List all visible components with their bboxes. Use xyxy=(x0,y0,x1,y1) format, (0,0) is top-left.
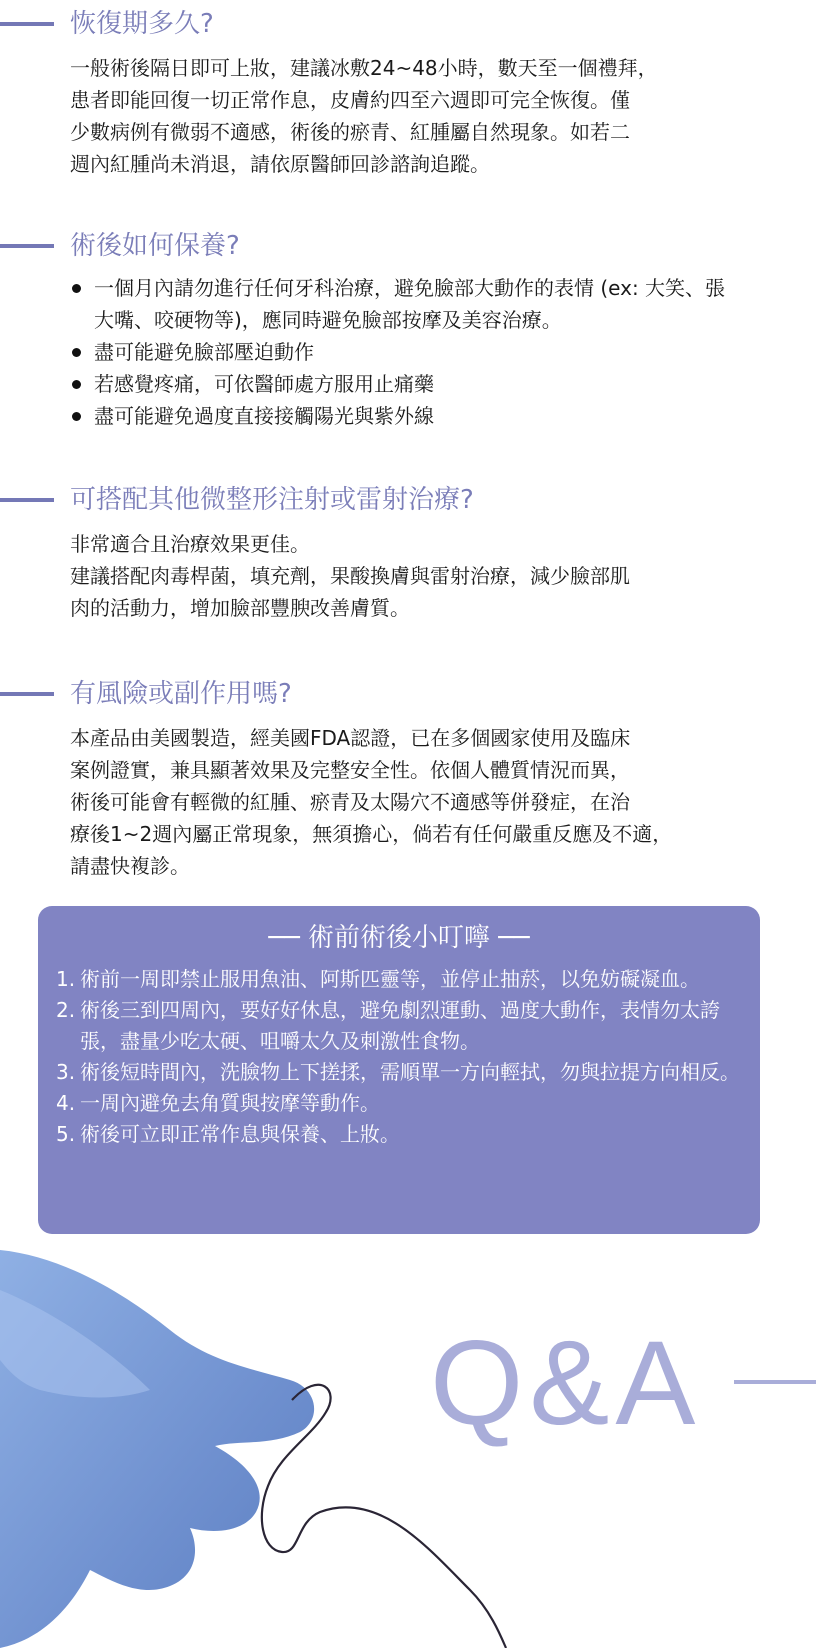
item-text: 術後三到四周內，要好好休息，避免劇烈運動、過度大動作，表情勿太誇張，盡量少吃太硬、咀嚼太久及刺激性食物。 xyxy=(80,998,720,1053)
section-body xyxy=(70,722,750,882)
section-marker xyxy=(0,692,54,696)
glove-shape xyxy=(0,1250,314,1648)
text-line: 術後可能會有輕微的紅腫、瘀青及太陽穴不適感等併發症，在治 xyxy=(70,790,630,814)
item-text: 術後可立即正常作息與保養、上妝。 xyxy=(80,1122,400,1146)
section-title: 有風險或副作用嗎? xyxy=(70,679,292,709)
section-body xyxy=(70,52,730,180)
item-text: 術前一周即禁止服用魚油、阿斯匹靈等，並停止抽菸，以免妨礙凝血。 xyxy=(80,967,700,991)
tips-panel xyxy=(38,906,760,1234)
item-number: 2. xyxy=(56,998,76,1022)
text-line: 少數病例有微弱不適感，術後的瘀青、紅腫屬自然現象。如若二 xyxy=(70,120,630,144)
list-item xyxy=(56,964,746,995)
section-marker xyxy=(0,498,54,502)
item-text: 術後短時間內，洗臉物上下搓揉，需順單一方向輕拭，勿與拉提方向相反。 xyxy=(80,1060,740,1084)
item-text: 一周內避免去角質與按摩等動作。 xyxy=(80,1091,380,1115)
text-line: 非常適合且治療效果更佳。 xyxy=(70,532,310,556)
tips-title: ── 術前術後小叮嚀 ── xyxy=(268,923,530,953)
list-item: 盡可能避免過度直接接觸陽光與紫外線 xyxy=(70,400,730,432)
text-line: 週內紅腫尚未消退，請依原醫師回診諮詢追蹤。 xyxy=(70,152,490,176)
section-marker xyxy=(0,244,54,248)
text-line: 一般術後隔日即可上妝，建議冰敷24~48小時，數天至一個禮拜， xyxy=(70,56,658,80)
list-item: 盡可能避免臉部壓迫動作 xyxy=(70,336,730,368)
section-title: 可搭配其他微整形注射或雷射治療? xyxy=(70,485,474,515)
text-line: 肉的活動力，增加臉部豐腴改善膚質。 xyxy=(70,596,410,620)
text-line: 請盡快複診。 xyxy=(70,854,190,878)
item-number: 1. xyxy=(56,967,76,991)
item-number: 3. xyxy=(56,1060,76,1084)
section-marker xyxy=(0,22,54,26)
text-line: 療後1~2週內屬正常現象，無須擔心，倘若有任何嚴重反應及不適， xyxy=(70,822,673,846)
text-line: 建議搭配肉毒桿菌，填充劑，果酸換膚與雷射治療，減少臉部肌 xyxy=(70,564,630,588)
text-line: 本產品由美國製造，經美國FDA認證，已在多個國家使用及臨床 xyxy=(70,726,631,750)
list-item xyxy=(56,1057,746,1088)
section-body xyxy=(70,528,730,624)
section-title: 術後如何保養? xyxy=(70,231,240,261)
text-line: 患者即能回復一切正常作息，皮膚約四至六週即可完全恢復。僅 xyxy=(70,88,630,112)
list-item xyxy=(56,1119,746,1150)
list-item: 一個月內請勿進行任何牙科治療，避免臉部大動作的表情 (ex: 大笑、張大嘴、咬硬物等)，應同時避免臉部按摩及美容治療。 xyxy=(70,272,730,336)
list-item: 若感覺疼痛，可依醫師處方服用止痛藥 xyxy=(70,368,730,400)
qa-line xyxy=(734,1380,816,1384)
section-title: 恢復期多久? xyxy=(70,9,214,39)
list-item xyxy=(56,1088,746,1119)
list-item xyxy=(56,995,746,1057)
qa-heading: Q&A xyxy=(430,1316,702,1450)
text-line: 案例證實，兼具顯著效果及完整安全性。依個人體質情況而異， xyxy=(70,758,630,782)
item-number: 5. xyxy=(56,1122,76,1146)
bullet-list xyxy=(70,272,730,432)
item-number: 4. xyxy=(56,1091,76,1115)
tips-list xyxy=(56,964,746,1150)
